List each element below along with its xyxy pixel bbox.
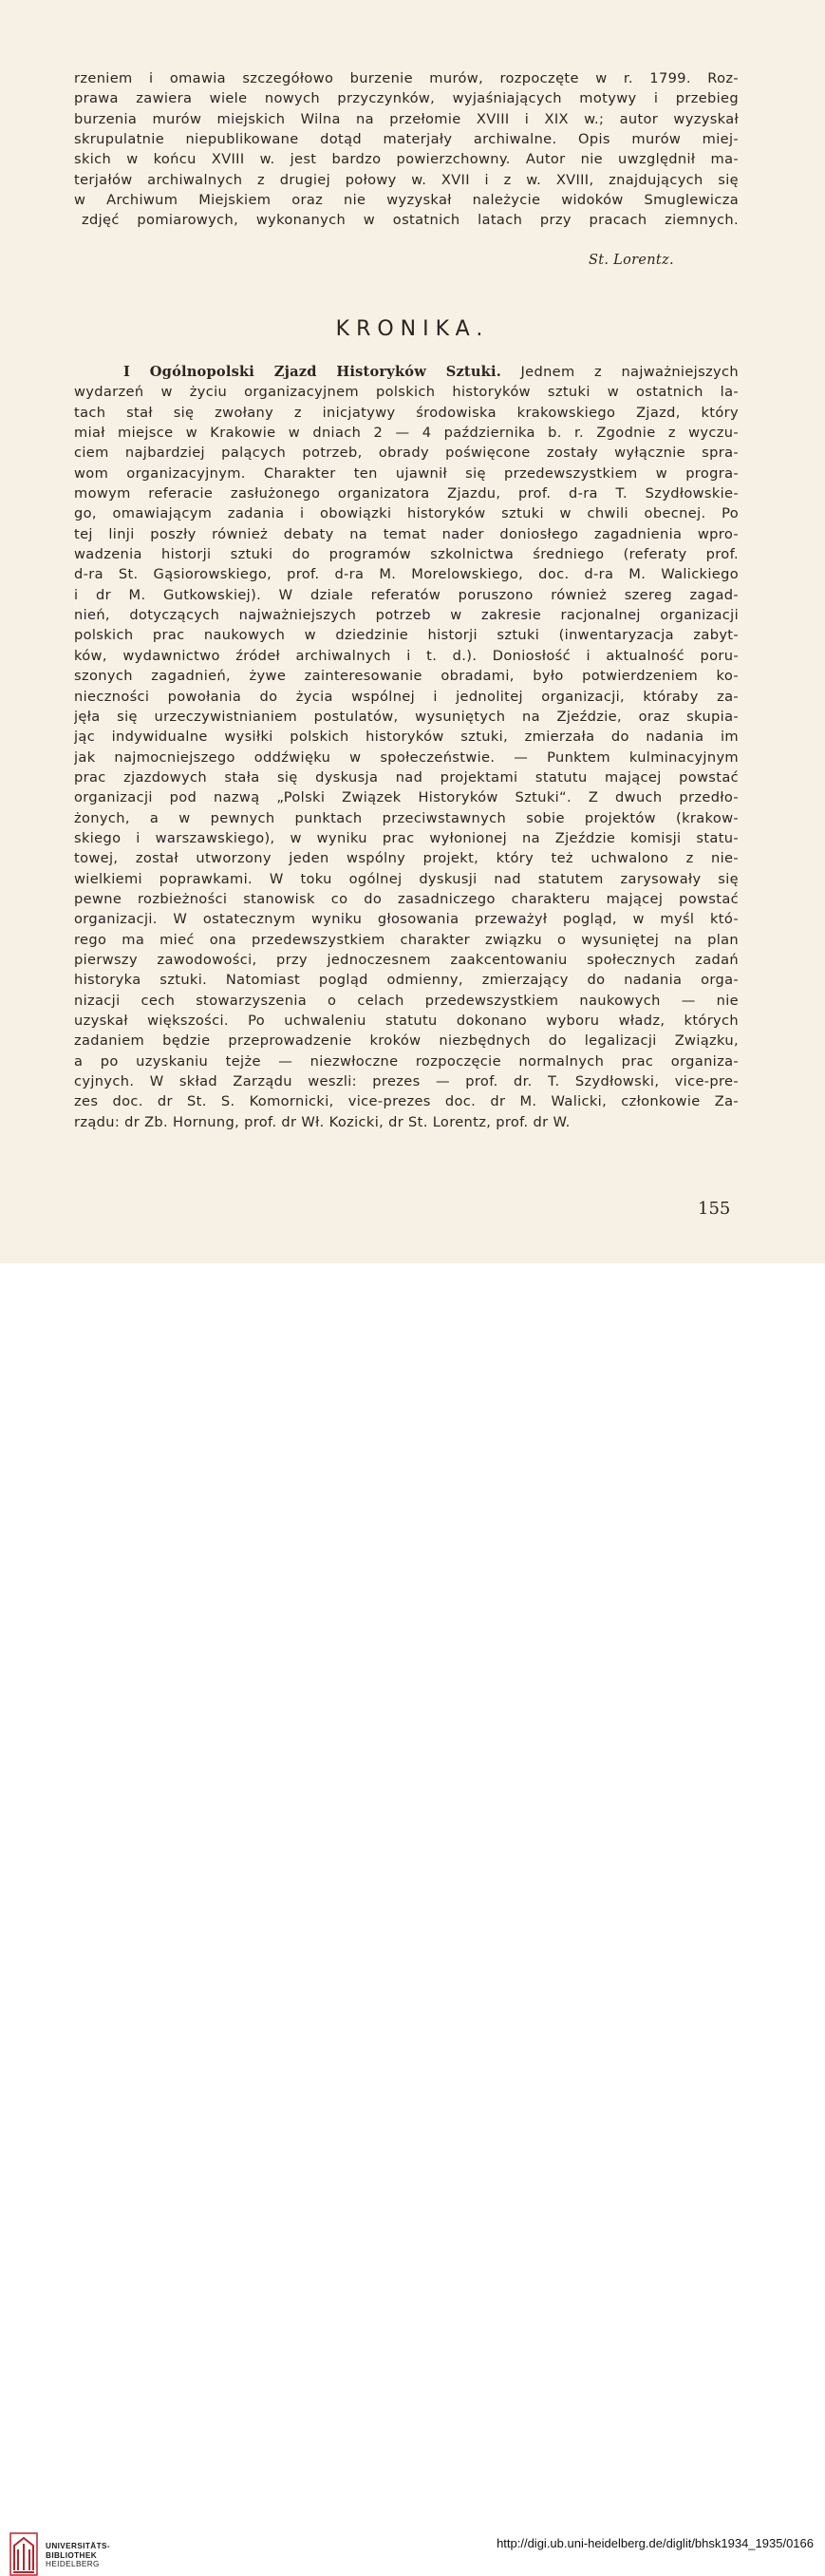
scanned-page — [0, 0, 825, 1263]
page-number: 155 — [698, 1199, 731, 1219]
library-line: UNIVERSITÄTS- — [46, 2542, 110, 2550]
chronicle-line: zadaniem będzie przeprowadzenie kroków niezbędnych do legalizacji Związku, — [74, 1032, 739, 1050]
chronicle-line: d-ra St. Gąsiorowskiego, prof. d-ra M. Morelowskiego, doc. d-ra M. Walickiego — [74, 566, 739, 583]
chronicle-line: jąc indywidualne wysiłki polskich historyków sztuki, zmierzała do nadania im — [74, 729, 739, 746]
review-line: skrupulatnie niepublikowane dotąd materjały archiwalne. Opis murów miej- — [74, 131, 739, 148]
chronicle-line: wielkiemi poprawkami. W toku ogólnej dyskusji nad statutem zarysowały się — [74, 870, 739, 887]
chronicle-line: zes doc. dr St. S. Komornicki, vice-prezes doc. dr M. Walicki, członkowie Za- — [74, 1093, 739, 1110]
chronicle-line: żonych, a w pewnych punktach przeciwstawnych sobie projektów (krakow- — [74, 809, 739, 826]
chronicle-line: prac zjazdowych stała się dyskusja nad projektami statutu mającej powstać — [74, 768, 739, 786]
chronicle-line: organizacji pod nazwą „Polski Związek Historyków Sztuki“. Z dwuch przedło- — [74, 789, 739, 806]
library-line: HEIDELBERG — [46, 2560, 100, 2568]
chronicle-line: wadzenia historji sztuki do programów szkolnictwa średniego (referaty prof. — [74, 546, 739, 563]
chronicle-line: jęła się urzeczywistnianiem postulatów, wysuniętych na Zjeździe, oraz skupia- — [74, 708, 739, 725]
chronicle-line: jak najmocniejszego oddźwięku w społeczeństwie. — Punktem kulminacyjnym — [74, 748, 739, 766]
lead-line — [74, 362, 739, 382]
library-line: BIBLIOTHEK — [46, 2550, 98, 2560]
chronicle-line: pierwszy zawodowości, przy jednoczesnem zaakcentowaniu społecznych zadań — [74, 951, 739, 968]
review-signature: St. Lorentz. — [589, 253, 674, 268]
review-line: w Archiwum Miejskiem oraz nie wyzyskał należycie widoków Smuglewicza — [74, 192, 739, 209]
chronicle-line: nień, dotyczących najważniejszych potrzeb w zakresie racjonalnej organizacji — [74, 607, 739, 624]
chronicle-line: a po uzyskaniu tejże — niezwłoczne rozpoczęcie normalnych prac organiza- — [74, 1052, 739, 1070]
chronicle-line: ków, wydawnictwo źródeł archiwalnych i t. d.). Doniosłość i aktualność poru- — [74, 647, 739, 664]
library-name — [46, 2542, 110, 2569]
chronicle-line: towej, został utworzony jeden wspólny projekt, który też uchwalono z nie- — [74, 850, 739, 867]
review-line: skich w końcu XVIII w. jest bardzo powierzchowny. Autor nie uwzględnił ma- — [74, 151, 739, 168]
chronicle-line: miał miejsce w Krakowie w dniach 2 — 4 października b. r. Zgodnie z wyczu- — [74, 425, 739, 442]
review-line: rzeniem i omawia szczegółowo burzenie murów, rozpoczęte w r. 1799. Roz- — [74, 70, 739, 86]
chronicle-line: uzyskał większości. Po uchwaleniu statutu dokonano wyboru władz, których — [74, 1013, 739, 1029]
chronicle-line: skiego i warszawskiego), w wyniku prac wyłonionej na Zjeździe komisji statu- — [74, 829, 739, 846]
chronicle-line: cyjnych. W skład Zarządu weszli: prezes — prof. dr. T. Szydłowski, vice-pre- — [74, 1073, 739, 1090]
review-line: prawa zawiera wiele nowych przyczynków, wyjaśniających motywy i przebieg — [74, 90, 739, 107]
chronicle-line: ciem najbardziej palących potrzeb, obrady poświęcone zostały wyłącznie spra- — [74, 445, 739, 462]
chronicle-line: szonych zagadnień, żywe zainteresowanie obradami, było potwierdzeniem ko- — [74, 668, 739, 685]
chronicle-line: rego ma mieć ona przedewszystkiem charakter związku o wysuniętej na plan — [74, 931, 739, 948]
source-url[interactable]: http://digi.ub.uni-heidelberg.de/diglit/bhsk1934_1935/0166 — [497, 2536, 814, 2550]
chronicle-line: historyka sztuki. Natomiast pogląd odmienny, zmierzający do nadania orga- — [74, 972, 739, 989]
library-logo-icon — [9, 2532, 38, 2576]
chronicle-line: organizacji. W ostatecznym wyniku głosowania przeważył pogląd, w myśl któ- — [74, 911, 739, 928]
chronicle-line: pewne rozbieżności stanowisk co do zasadniczego charakteru mającej powstać — [74, 890, 739, 907]
chronicle-line: mowym referacie zasłużonego organizatora Zjazdu, prof. d-ra T. Szydłowskie- — [74, 485, 739, 502]
chronicle-line: wom organizacyjnym. Charakter ten ujawnił się przedewszystkiem w progra- — [74, 464, 739, 482]
review-text — [74, 68, 739, 231]
chronicle-line: tach stał się zwołany z inicjatywy środowiska krakowskiego Zjazd, który — [74, 404, 739, 421]
review-line: burzenia murów miejskich Wilna na przełomie XVIII i XIX w.; autor wyzyskał — [74, 110, 739, 127]
footer-bar — [0, 1263, 825, 2568]
lead-title: I Ogólnopolski Zjazd Historyków Sztuki. — [123, 364, 502, 380]
chronicle-body — [74, 382, 739, 1132]
chronicle-text — [74, 362, 739, 1132]
chronicle-line: tej linji poszły również debaty na temat nader doniosłego zagadnienia wpro- — [74, 525, 739, 542]
chronicle-line: go, omawiającym zadania i obowiązki historyków sztuki w chwili obecnej. Po — [74, 505, 739, 522]
review-line: terjałów archiwalnych z drugiej połowy w. XVII i z w. XVIII, znajdujących się — [74, 171, 739, 188]
chronicle-line: polskich prac naukowych w dziedzinie historji sztuki (inwentaryzacja zabyt- — [74, 627, 739, 644]
chronicle-line: i dr M. Gutkowskiej). W dziale referatów poruszono również szereg zagad- — [74, 586, 739, 603]
chronicle-line: rządu: dr Zb. Hornung, prof. dr Wł. Kozicki, dr St. Lorentz, prof. dr W. — [74, 1113, 571, 1130]
chronicle-line: wydarzeń w życiu organizacyjnem polskich historyków sztuki w ostatnich la- — [74, 384, 739, 401]
chronicle-line: nizacji cech stowarzyszenia o celach przedewszystkiem naukowych — nie — [74, 992, 739, 1009]
chronicle-line: nieczności powołania do życia wspólnej i jednolitej organizacji, któraby za- — [74, 688, 739, 705]
review-line: zdjęć pomiarowych, wykonanych w ostatnich latach przy pracach ziemnych. — [82, 212, 739, 229]
section-heading: KRONIKA. — [335, 317, 490, 341]
lead-rest: Jednem z najważniejszych — [520, 364, 739, 380]
